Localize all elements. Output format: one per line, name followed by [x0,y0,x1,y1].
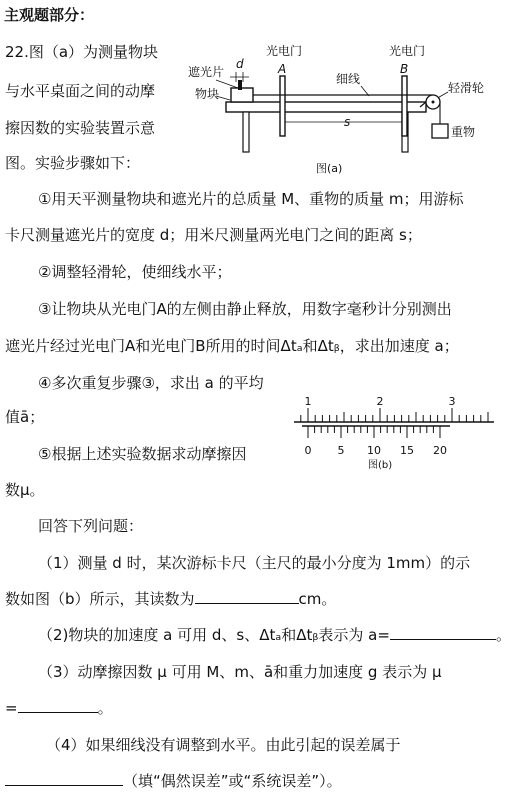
sub1-unit: cm。 [298,590,337,608]
sub1-text: 数如图（b）所示，其读数为 [5,590,195,608]
vernier-label-0: 0 [304,444,312,457]
label-gate-b: 光电门 [389,44,426,58]
answer-prompt: 回答下列问题： [38,517,144,535]
main-label-3: 3 [448,395,456,408]
label-block: 物块 [195,87,220,101]
sub3-line-2 [5,698,113,718]
sub4-text: （填“偶然误差”或“系统误差”）。 [123,772,342,790]
sub4-answer-blank[interactable] [5,771,123,786]
step-1-line-2: 卡尺测量遮光片的宽度 d；用米尺测量两光电门之间的距离 s； [5,226,422,244]
step-5-line-2: 数μ。 [5,481,45,499]
label-d: d [236,57,244,71]
vernier-label-5: 5 [337,444,345,457]
figure-b-vernier [288,392,498,472]
intro-line-1: 22.图（a）为测量物块 [5,43,159,61]
label-s: s [344,115,351,129]
sub2-answer-blank[interactable] [390,625,496,640]
sub4-line-2 [5,771,342,791]
sub2-line [38,625,511,645]
label-shade: 遮光片 [188,65,225,79]
step-3-line-2: 遮光片经过光电门A和光电门B所用的时间Δtₐ和Δtᵦ，求出加速度 a； [5,337,459,355]
label-pulley: 轻滑轮 [448,81,485,95]
vernier-label-20: 20 [433,444,447,457]
step-3-line-1: ③让物块从光电门A的左侧由静止释放，用数字毫秒计分别测出 [38,300,452,318]
vernier-label-15: 15 [400,444,414,457]
main-label-1: 1 [304,395,312,408]
sub3-answer-blank[interactable] [18,698,98,713]
section-title: 主观题部分： [4,6,95,24]
label-gate-a-letter: A [278,62,287,76]
step-4-line-1: ④多次重复步骤③，求出 a 的平均 [38,374,264,392]
label-gate-a: 光电门 [266,44,303,58]
figure-a-apparatus [186,0,486,178]
sub1-line-1: （1）测量 d 时，某次游标卡尺（主尺的最小分度为 1mm）的示 [38,554,471,572]
label-weight: 重物 [451,125,476,139]
intro-line-2: 与水平桌面之间的动摩 [5,82,156,100]
step-5-line-1: ⑤根据上述实验数据求动摩擦因 [38,445,247,463]
sub1-line-2 [5,589,336,609]
sub4-line-1: （4）如果细线没有调整到水平。由此引起的误差属于 [46,736,401,754]
figure-a-caption: 图(a) [316,162,343,175]
step-2: ②调整轻滑轮，使细线水平； [38,263,232,281]
vernier-label-10: 10 [367,444,381,457]
sub1-answer-blank[interactable] [195,589,299,604]
sub3-end: 。 [97,699,113,717]
figure-b-caption: 图(b) [368,460,393,471]
sub2-text: （2)物块的加速度 a 可用 d、s、Δtₐ和Δtᵦ表示为 a= [38,626,390,644]
intro-line-4: 图。实验步骤如下： [5,154,141,172]
sub2-end: 。 [495,626,511,644]
step-4-line-2: 值ā； [5,408,45,426]
main-label-2: 2 [376,395,384,408]
sub3-eq: = [5,699,18,717]
label-gate-b-letter: B [400,62,409,76]
step-1-line-1: ①用天平测量物块和遮光片的总质量 M、重物的质量 m；用游标 [38,190,464,208]
label-string: 细线 [336,72,361,86]
sub3-line-1: （3）动摩擦因数 μ 可用 M、m、ā和重力加速度 g 表示为 μ [38,663,442,681]
intro-line-3: 擦因数的实验装置示意 [5,119,156,137]
